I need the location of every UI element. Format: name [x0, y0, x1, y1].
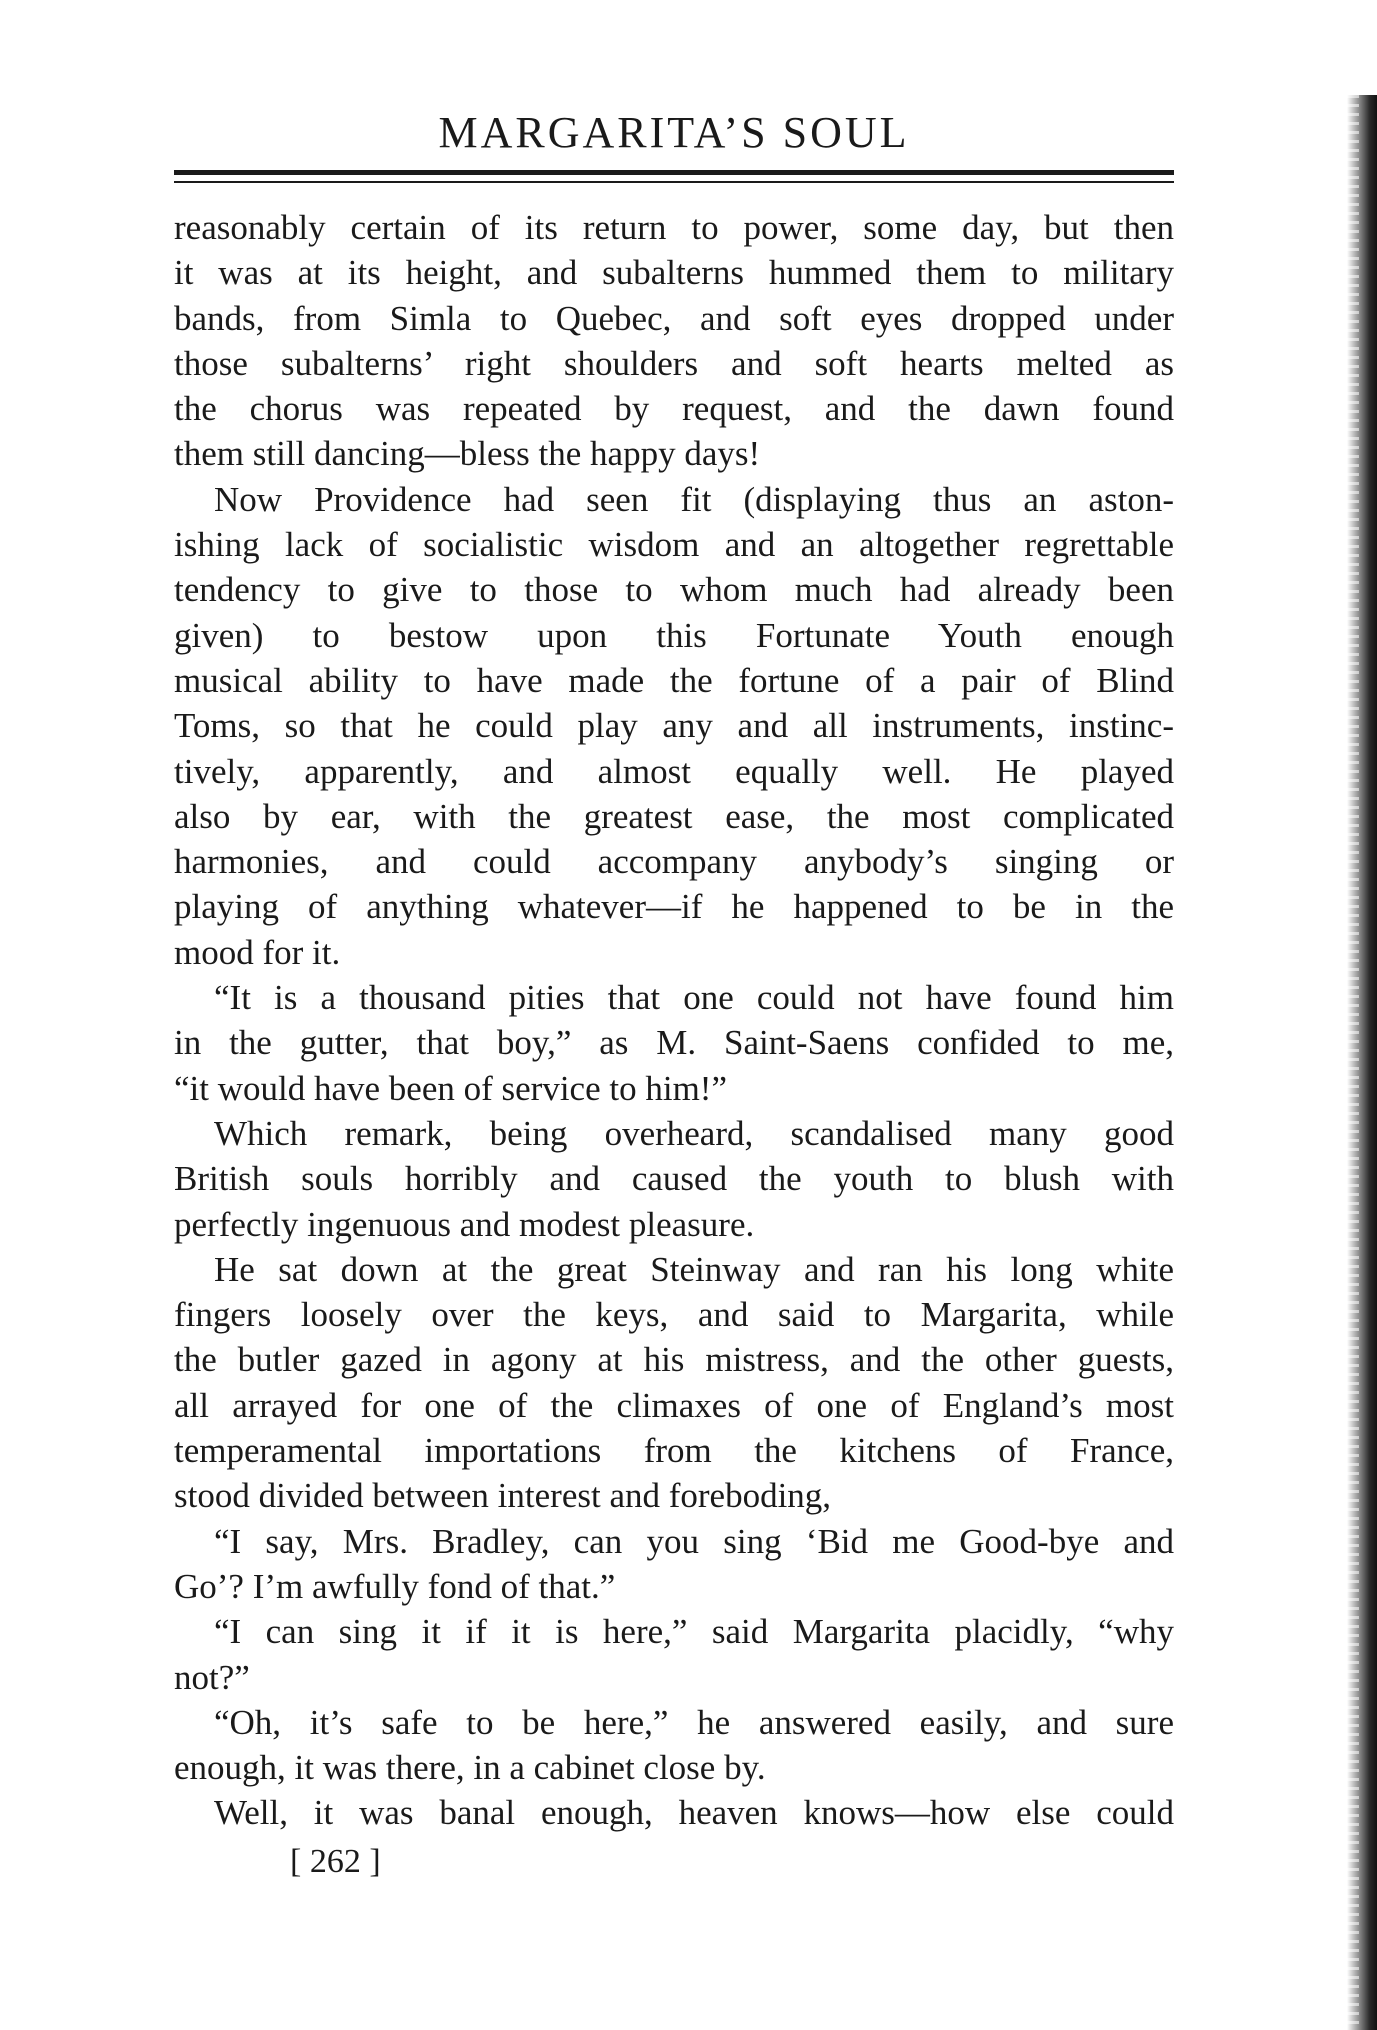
page-edge-texture	[1345, 95, 1359, 2030]
text-line: Which remark, being overheard, scandalised many good	[214, 1113, 1174, 1153]
text-line: the chorus was repeated by request, and the dawn found	[174, 389, 1174, 429]
text-line: enough, it was there, in a cabinet close by.	[174, 1748, 766, 1788]
text-line: fingers loosely over the keys, and said to Margarita, while	[174, 1295, 1174, 1335]
text-line: “It is a thousand pities that one could not have found him	[214, 978, 1174, 1018]
text-line: it was at its height, and subalterns hummed them to military	[174, 253, 1174, 293]
text-line: “I say, Mrs. Bradley, can you sing ‘Bid me Good-bye and	[214, 1521, 1174, 1561]
text-line: harmonies, and could accompany anybody’s singing or	[174, 842, 1174, 882]
text-line: stood divided between interest and foreboding,	[174, 1476, 832, 1516]
text-line: given) to bestow upon this Fortunate Youth enough	[174, 615, 1174, 655]
text-line: He sat down at the great Steinway and ran his long white	[214, 1249, 1174, 1289]
text-line: those subalterns’ right shoulders and soft hearts melted as	[174, 343, 1174, 383]
text-line: “I can sing it if it is here,” said Margarita placidly, “why	[214, 1612, 1174, 1652]
page-number: [ 262 ]	[290, 1843, 381, 1880]
header-rule-thin	[174, 181, 1174, 183]
text-line: in the gutter, that boy,” as M. Saint-Saens confided to me,	[174, 1023, 1174, 1063]
text-line: “Oh, it’s safe to be here,” he answered easily, and sure	[214, 1702, 1174, 1742]
text-line: reasonably certain of its return to power, some day, but then	[174, 208, 1174, 247]
text-line: musical ability to have made the fortune of a pair of Blind	[174, 660, 1174, 700]
text-line: tively, apparently, and almost equally well. He played	[174, 751, 1174, 791]
text-line: Go’? I’m awfully fond of that.”	[174, 1566, 616, 1606]
header-rule-thick	[174, 170, 1174, 175]
text-line: tendency to give to those to whom much had already been	[174, 570, 1174, 610]
text-line: not?”	[174, 1657, 250, 1697]
text-line: mood for it.	[174, 932, 341, 972]
text-line: Well, it was banal enough, heaven knows—how else could	[214, 1793, 1174, 1833]
text-line: ishing lack of socialistic wisdom and an altogether regrettable	[174, 525, 1174, 565]
running-head: MARGARITA’S SOUL	[438, 108, 910, 157]
text-line: British souls horribly and caused the youth to blush with	[174, 1159, 1174, 1199]
text-line: “it would have been of service to him!”	[174, 1068, 727, 1108]
text-line: Now Providence had seen fit (displaying thus an aston-	[214, 479, 1174, 519]
text-line: perfectly ingenuous and modest pleasure.	[174, 1204, 755, 1244]
text-line: Toms, so that he could play any and all instruments, instinc-	[174, 706, 1174, 746]
text-line: temperamental importations from the kitchens of France,	[174, 1431, 1174, 1471]
text-line: the butler gazed in agony at his mistress, and the other guests,	[174, 1340, 1174, 1380]
body-text	[174, 205, 1174, 1836]
text-line: bands, from Simla to Quebec, and soft eyes dropped under	[174, 298, 1174, 338]
text-line: them still dancing—bless the happy days!	[174, 434, 761, 474]
text-line: all arrayed for one of the climaxes of one of England’s most	[174, 1385, 1174, 1425]
text-line: playing of anything whatever—if he happened to be in the	[174, 887, 1174, 927]
text-line: also by ear, with the greatest ease, the most complicated	[174, 796, 1174, 836]
